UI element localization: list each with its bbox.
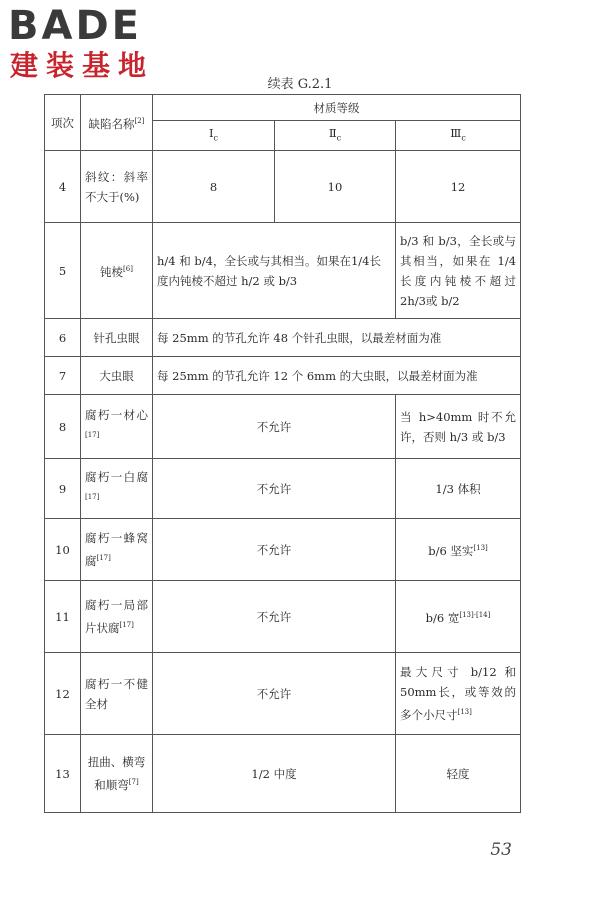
all-grades-value: 每 25mm 的节孔允许 12 个 6mm 的大虫眼，以最差材面为准 <box>153 357 521 395</box>
grade-3-value: 轻度 <box>396 735 521 813</box>
defect-name: 大虫眼 <box>81 357 153 395</box>
table-row <box>45 357 521 395</box>
grade-3-value: 1/3 体积 <box>396 459 521 519</box>
row-number: 5 <box>45 223 81 319</box>
table-row <box>45 735 521 813</box>
defect-name: 针孔虫眼 <box>81 319 153 357</box>
table-row <box>45 223 521 319</box>
table-row <box>45 459 521 519</box>
grade-3-value: b/3 和 b/3，全长或与其相当，如果在 1/4 长度内钝棱不超过 2h/3或 b/2 <box>396 223 521 319</box>
row-number: 9 <box>45 459 81 519</box>
table-row <box>45 151 521 223</box>
grade-3-value: b/6 宽[13]·[14] <box>396 581 521 653</box>
table-row <box>45 319 521 357</box>
page-number: 53 <box>490 840 512 860</box>
defect-name: 钝棱[6] <box>81 223 153 319</box>
header-item-no: 项次 <box>45 95 81 151</box>
grade-1-2-value: 不允许 <box>153 653 396 735</box>
header-grade-1: $Ⅰ_c$ <box>153 121 275 151</box>
grade-1-2-value: 1/2 中度 <box>153 735 396 813</box>
grade-3-value: 最大尺寸 b/12 和 50mm长，或等效的多个小尺寸[13] <box>396 653 521 735</box>
header-grade-title: 材质等级 <box>153 95 521 121</box>
all-grades-value: 每 25mm 的节孔允许 48 个针孔虫眼，以最差材面为准 <box>153 319 521 357</box>
table-row <box>45 519 521 581</box>
grade-3-value: 当 h>40mm 时不允许，否则 h/3 或 b/3 <box>396 395 521 459</box>
grade-1-value: 8 <box>153 151 275 223</box>
row-number: 4 <box>45 151 81 223</box>
table-row <box>45 395 521 459</box>
grade-1-2-value: 不允许 <box>153 459 396 519</box>
header-row-1 <box>45 95 521 121</box>
defect-name: 腐朽一局部片状腐[17] <box>81 581 153 653</box>
defect-name: 腐朽一不健全材 <box>81 653 153 735</box>
row-number: 6 <box>45 319 81 357</box>
logo-subtitle: 建装基地 <box>10 49 155 82</box>
grade-1-2-value: h/4 和 b/4，全长或与其相当。如果在1/4长度内钝棱不超过 h/2 或 b/3 <box>153 223 396 319</box>
row-number: 8 <box>45 395 81 459</box>
defect-name: 腐朽一材心[17] <box>81 395 153 459</box>
grade-3-value: 12 <box>396 151 521 223</box>
grade-1-2-value: 不允许 <box>153 581 396 653</box>
grade-1-2-value: 不允许 <box>153 519 396 581</box>
row-number: 10 <box>45 519 81 581</box>
defect-name: 斜纹：斜率不大于(%) <box>81 151 153 223</box>
defect-name: 腐朽一蜂窝腐[17] <box>81 519 153 581</box>
grade-3-value: b/6 坚实[13] <box>396 519 521 581</box>
defect-grade-table <box>44 94 521 813</box>
grade-2-value: 10 <box>275 151 396 223</box>
logo-wordmark: BADE <box>8 3 142 49</box>
header-defect-name: 缺陷名称[2] <box>81 95 153 151</box>
header-grade-2: $Ⅱ_c$ <box>275 121 396 151</box>
defect-name: 腐朽一白腐[17] <box>81 459 153 519</box>
table-row <box>45 581 521 653</box>
row-number: 12 <box>45 653 81 735</box>
row-number: 11 <box>45 581 81 653</box>
grade-1-2-value: 不允许 <box>153 395 396 459</box>
table-row <box>45 653 521 735</box>
defect-name: 扭曲、横弯和顺弯[7] <box>81 735 153 813</box>
table-caption: 续表 G.2.1 <box>267 77 333 92</box>
row-number: 13 <box>45 735 81 813</box>
header-grade-3: $Ⅲ_c$ <box>396 121 521 151</box>
row-number: 7 <box>45 357 81 395</box>
